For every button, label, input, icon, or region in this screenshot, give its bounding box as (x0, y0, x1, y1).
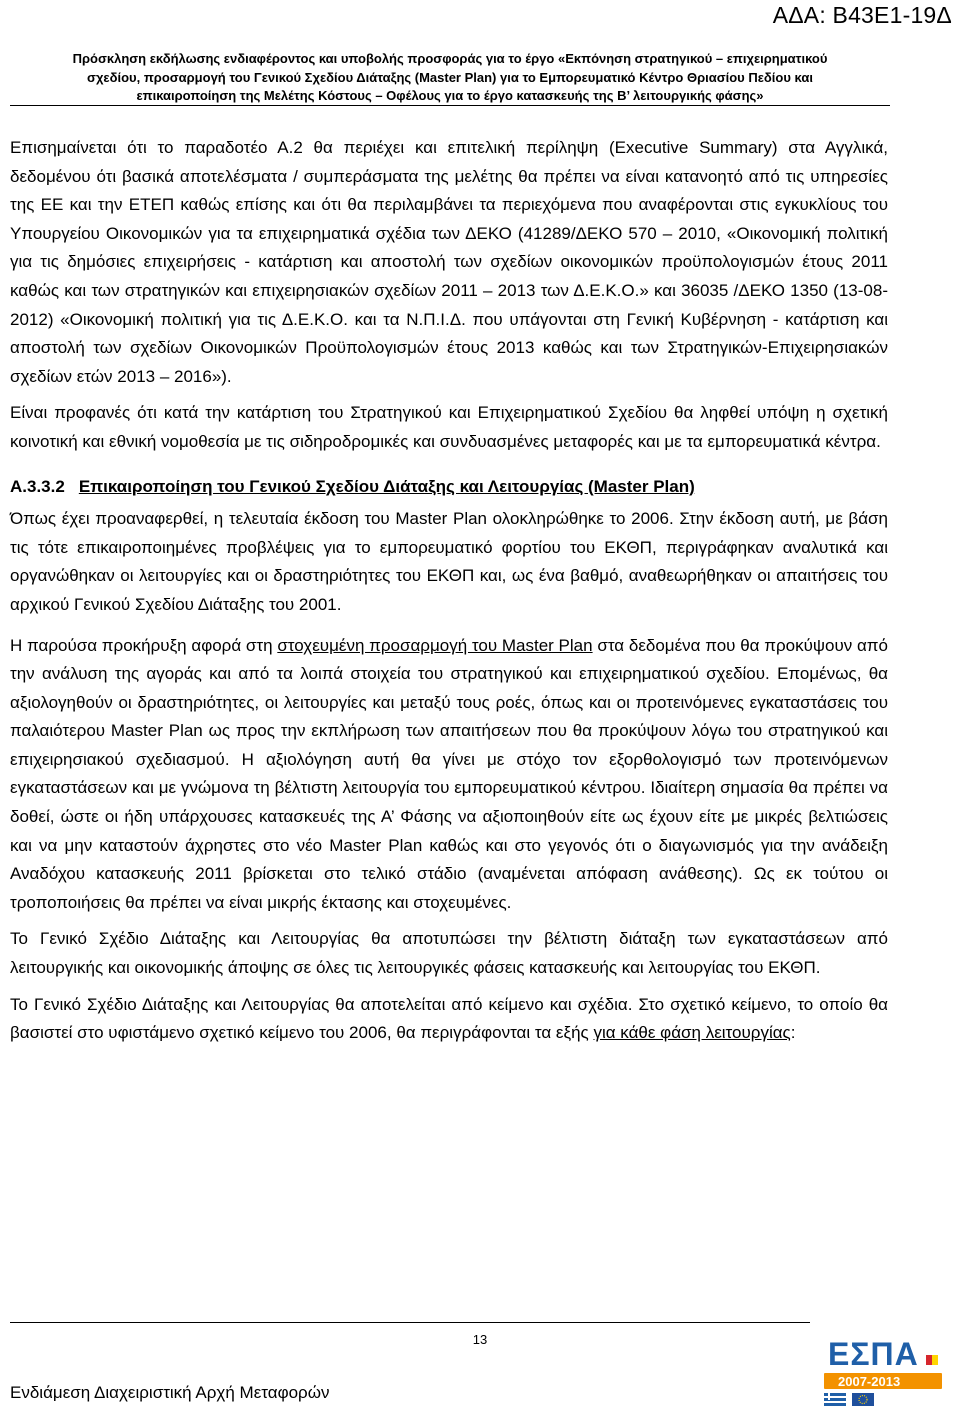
ada-code: ΑΔΑ: Β43Ε1-19Δ (772, 2, 952, 28)
header-line: Πρόσκληση εκδήλωσης ενδιαφέροντος και υποβολής προσφοράς για το έργο «Εκπόνηση στρατηγικού – επιχειρηματικού (72, 51, 828, 66)
paragraph-targeted-adjustment (10, 632, 888, 918)
paragraph-master-plan-history: Όπως έχει προαναφερθεί, η τελευταία έκδοση του Master Plan ολοκληρώθηκε το 2006. Στην έκδοση αυτή, με βάση τις τότε επικαιροποιημένες προβλέψεις για το εμπορευματικό φορτίου του ΕΚΘΠ, περιγράφηκαν αναλυτικά και οργανώθηκαν οι λειτουργίες και οι δραστηριότητες του ΕΚΘΠ και, ως ένα βαθμό, αναθεωρήθηκαν οι απαιτήσεις του αρχικού Γενικού Σχεδίου Διάταξης του 2001. (10, 509, 888, 614)
greek-flag-icon (824, 1393, 846, 1406)
header-divider (10, 105, 890, 106)
espa-logo (818, 1335, 946, 1407)
document-body (10, 134, 888, 1048)
text-run: : (790, 1023, 796, 1043)
section-title: Επικαιροποίηση του Γενικού Σχεδίου Διάταξης και Λειτουργίας (Master Plan) (78, 476, 695, 496)
footer-divider (10, 1322, 810, 1323)
paragraph-plan-contents (10, 991, 888, 1048)
text-run: Το Γενικό Σχέδιο Διάταξης και Λειτουργίας θα αποτελείται από κείμενο και σχέδια. Στο σχετικό κείμενο, το οποίο θα βασιστεί στο υφιστάμενο σχετικό κείμενο του 2006, θα περιγράφονται τα εξής (10, 994, 888, 1043)
paragraph-legislation: Είναι προφανές ότι κατά την κατάρτιση του Στρατηγικού και Επιχειρηματικού Σχεδίου θα ληφθεί υπόψη η σχετική κοινοτική και εθνική νομοθεσία με τις σιδηροδρομικές και συνδυασμένες μεταφορές και με τα εμπορευματικά κέντρα. (10, 403, 888, 451)
header-line: σχεδίου, προσαρμογή του Γενικού Σχεδίου Διάταξης (Master Plan) για το Εμπορευματικό Κέντρο Θριασίου Πεδίου και (87, 69, 813, 85)
text-run: στα δεδομένα που θα προκύψουν από την ανάλυση της αγοράς και από τα λοιπά στοιχεία του στρατηγικού και επιχειρηματικού σχεδίου. Επομένως, θα αξιολογηθούν οι δραστηριότητες, οι λειτουργίες και μεταξύ τους ροές, όπως και οι προτεινόμενες εγκαταστάσεις του παλαιότερου Master Plan ως προς την εκπλήρωση των απαιτήσεων που θα προκύψουν λόγω του στρατηγικού και επιχειρησιακού σχεδιασμού. Η αξιολόγηση αυτή θα γίνει με στόχο τον εξορθολογισμό των προτεινόμενων εγκαταστάσεων και με γνώμονα τη βέλτιστη λειτουργία του εμπορευματικού κέντρου. Ιδιαίτερη σημασία θα πρέπει να δοθεί, ώστε οι ήδη υπάρχουσες κατασκευές της Α’ Φάσης να αξιοποιηθούν είτε ως έχουν είτε με μικρές βελτιώσεις και να μην καταστούν άχρηστες στο νέο Master Plan καθώς και στο γεγονός ότι ο διαγωνισμός για την ανάδειξη Αναδόχου κατασκευής 2011 βρίσκεται στο τελικό στάδιο (αναμένεται απόφαση ανάθεσης). Ως εκ τούτου οι τροποποιήσεις θα πρέπει να είναι μικρής έκτασης και στοχευμένες. (10, 635, 888, 912)
svg-text:ΕΣΠΑ: ΕΣΠΑ (828, 1336, 919, 1372)
underlined-text: για κάθε φάση λειτουργίας (593, 1023, 791, 1043)
paragraph-executive-summary: Επισημαίνεται ότι το παραδοτέο Α.2 θα περιέχει και επιτελική περίληψη (Executive Summary) στα Αγγλικά, δεδομένου ότι βασικά αποτελέσματα / συμπεράσματα της μελέτης θα πρέπει να είναι κατανοητό από τις υπηρεσίες της ΕΕ και την ΕΤΕΠ καθώς επίσης και ότι θα περιλαμβάνει τα περιεχόμενα που αναφέρονται στις εγκυκλίους του Υπουργείου Οικονομικών για τα επιχειρηματικά σχέδια των ΔΕΚΟ (41289/ΔΕΚΟ 570 – 2010, «Οικονομική πολιτική για τις δημόσιες επιχειρήσεις - κατάρτιση και αποστολή των σχεδίων οικονομικών προϋπολογισμών έτους 2011 καθώς και των στρατηγικών και επιχειρησιακών σχεδίων 2011 – 2013 των Δ.Ε.Κ.Ο.» και 36035 /ΔΕΚΟ 1350 (13-08-2012) «Οικονομική πολιτική για τις Δ.Ε.Κ.Ο. και τα Ν.Π.Ι.Δ. που υπάγονται στη Γενική Κυβέρνηση - κατάρτιση και αποστολή των σχεδίων Οικονομικών Προϋπολογισμών έτους 2013 καθώς και των Στρατηγικών-Επιχειρησιακών σχεδίων ετών 2013 – 2016»). (10, 138, 888, 386)
text-run: Η παρούσα προκήρυξη αφορά στη (10, 635, 278, 655)
footer-organization: Ενδιάμεση Διαχειριστική Αρχή Μεταφορών (10, 1383, 330, 1402)
page-number: 13 (472, 1332, 488, 1347)
header-line: επικαιροποίηση της Μελέτης Κόστους – Οφέλους για το έργο κατασκευής της Β’ λειτουργικής φάσης» (136, 88, 764, 103)
eu-flag-icon (852, 1393, 874, 1406)
svg-text:2007-2013: 2007-2013 (838, 1374, 901, 1389)
section-number: Α.3.3.2 (10, 476, 65, 496)
paragraph-optimal-layout: Το Γενικό Σχέδιο Διάταξης και Λειτουργίας θα αποτυπώσει την βέλτιστη διάταξη των εγκαταστάσεων από λειτουργικής και οικονομικής άποψης σε όλες τις λειτουργικές φάσεις κατασκευής και λειτουργίας του ΕΚΘΠ. (10, 929, 888, 978)
section-heading (10, 473, 888, 502)
underlined-text: στοχευμένη προσαρμογή του Master Plan (277, 635, 593, 655)
document-header (12, 50, 888, 106)
